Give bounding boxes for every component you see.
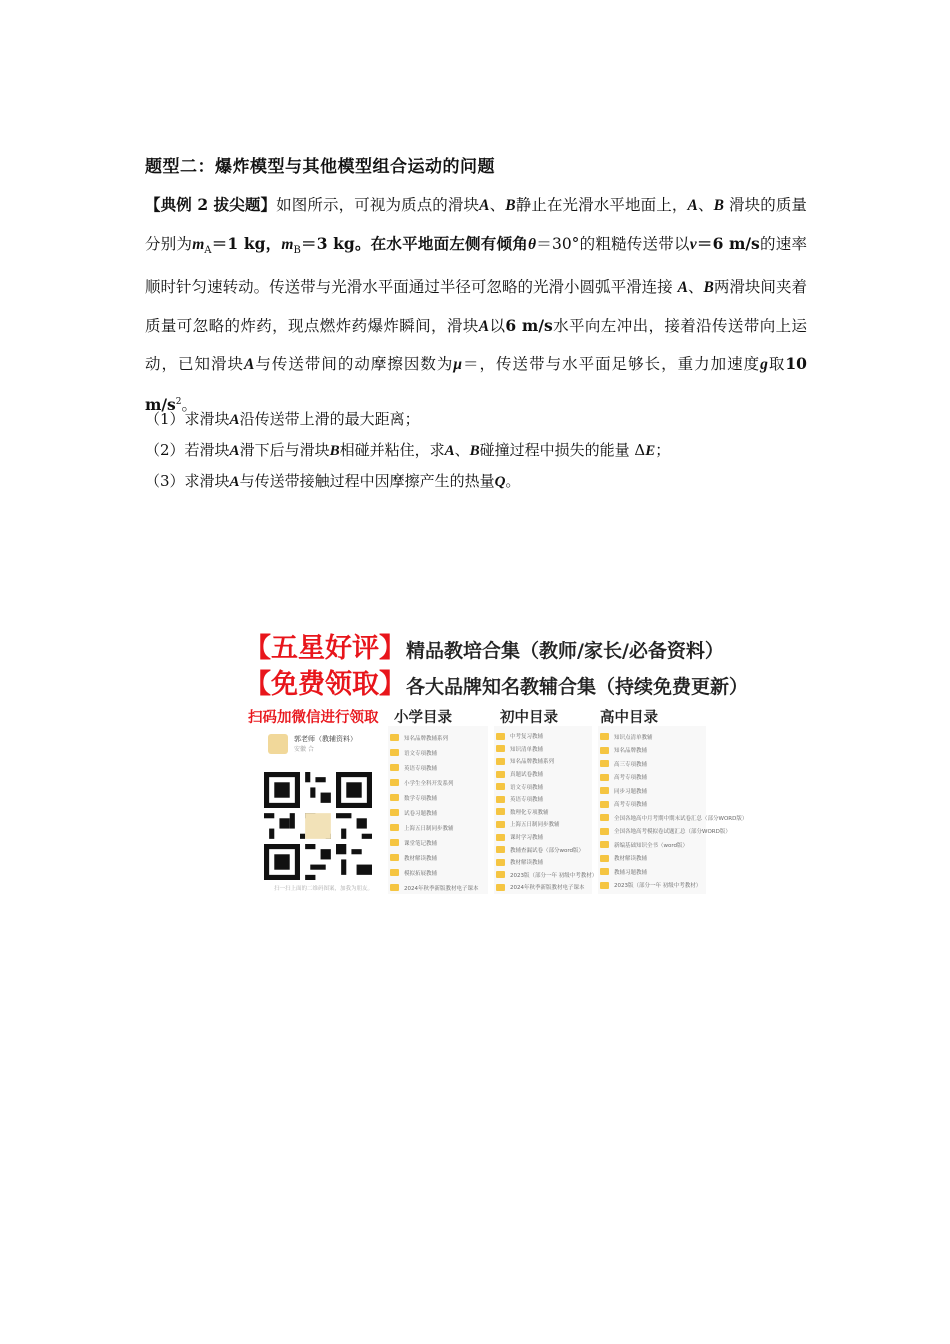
folder-label: 课堂笔记教辅 <box>404 840 438 847</box>
q3-part: （3）求滑块 <box>145 472 230 490</box>
q2-part: 相碰并粘住，求 <box>339 441 445 459</box>
folder-label: 上海五日制同步教辅 <box>404 825 454 832</box>
folder-item[interactable] <box>496 881 597 894</box>
folder-item[interactable] <box>496 818 597 831</box>
folder-label: 课时学习教辅 <box>510 835 544 842</box>
folder-icon <box>600 882 609 889</box>
promo-line-1 <box>244 626 724 665</box>
folder-item[interactable] <box>600 798 747 812</box>
folder-item[interactable] <box>496 793 597 806</box>
folder-label: 中考复习教辅 <box>510 734 544 741</box>
speed-value: ＝6 m/s <box>696 233 760 253</box>
folder-icon <box>496 884 505 891</box>
folder-item[interactable] <box>496 755 597 768</box>
var-mu: μ <box>453 356 463 374</box>
folder-label: 2024年秋季新版教材电子课本 <box>404 885 479 892</box>
var-theta: θ <box>527 235 536 253</box>
folder-icon <box>496 783 505 790</box>
folder-icon <box>390 884 399 891</box>
folder-label: 知名品牌教辅 <box>614 748 648 755</box>
folder-icon <box>600 841 609 848</box>
folder-item[interactable] <box>390 775 479 790</box>
folder-label: 同步习题教辅 <box>614 788 648 795</box>
folder-item[interactable] <box>390 745 479 760</box>
folder-item[interactable] <box>390 880 479 895</box>
var-b: B <box>505 197 516 214</box>
folder-icon <box>600 774 609 781</box>
folder-icon <box>390 809 399 816</box>
folder-item[interactable] <box>600 879 747 893</box>
folder-label: 知识清单教辅 <box>510 746 544 753</box>
folder-label: 高考专项教辅 <box>614 775 648 782</box>
q2-part: ； <box>655 441 671 459</box>
folder-icon <box>600 868 609 875</box>
folder-label: 英语专项教辅 <box>510 797 544 804</box>
folder-icon <box>600 747 609 754</box>
folder-item[interactable] <box>390 865 479 880</box>
folder-icon <box>496 796 505 803</box>
var-m-b: m <box>281 235 294 253</box>
var-b: B <box>469 443 480 459</box>
var-a: A <box>479 197 490 214</box>
folder-label: 教辅习题教辅 <box>614 869 648 876</box>
sub-a: A <box>204 244 212 256</box>
folder-item[interactable] <box>600 784 747 798</box>
q2-part: 碰撞过程中损失的能量 Δ <box>479 441 646 459</box>
avatar <box>268 734 288 754</box>
problem-text-3: 滑块的质量分别为 <box>145 196 807 253</box>
var-m-a: m <box>192 235 205 253</box>
problem-text-2: 静止在光滑水平地面上， <box>515 196 688 214</box>
folder-item[interactable] <box>496 768 597 781</box>
folder-icon <box>390 869 399 876</box>
q1-part: 沿传送带上滑的最大距离； <box>239 410 420 428</box>
teacher-card <box>268 734 357 754</box>
folder-icon <box>496 871 505 878</box>
problem-text-6: 以 <box>489 316 506 335</box>
folder-item[interactable] <box>600 852 747 866</box>
promo-line-1-dark: 精品教培合集（教师/家长/必备资料） <box>406 640 724 662</box>
folder-icon <box>496 733 505 740</box>
high-catalog-heading: 高中目录 <box>600 710 658 726</box>
folder-icon <box>600 828 609 835</box>
folder-label: 小学生全科开发系列 <box>404 780 454 787</box>
promo-line-2-dark: 各大品牌知名教辅合集（持续免费更新） <box>406 676 749 698</box>
folder-label: 2023版（部分一年 初级中考教材） <box>614 883 702 890</box>
folder-label: 知识点清单教辅 <box>614 734 653 741</box>
folder-label: 知名品牌教辅系列 <box>404 735 449 742</box>
folder-item[interactable] <box>600 865 747 879</box>
folder-item[interactable] <box>390 760 479 775</box>
folder-icon <box>390 764 399 771</box>
folder-label: 知名品牌教辅系列 <box>510 759 555 766</box>
var-a: A <box>229 443 240 459</box>
qr-caption: 扫一扫上面的二维码图案，加我为朋友。 <box>274 886 374 892</box>
folder-icon <box>496 745 505 752</box>
folder-item[interactable] <box>390 820 479 835</box>
promo-line-1-red: 【五星好评】 <box>244 633 406 664</box>
folder-label: 数理化专项教辅 <box>510 809 549 816</box>
angle-value: ＝30°的粗糙传送带以 <box>536 234 690 253</box>
folder-icon <box>600 801 609 808</box>
problem-text-4: 的速率顺时针匀速转动。传送带与光滑水平面通过半径可忽略的光滑小圆弧平滑连接 <box>145 234 807 297</box>
var-a: A <box>229 412 240 428</box>
folder-label: 模拟拓展教辅 <box>404 870 438 877</box>
var-a: A <box>687 197 698 214</box>
folder-item[interactable] <box>390 850 479 865</box>
folder-label: 教材解读教辅 <box>404 855 438 862</box>
promo-line-2 <box>244 662 748 701</box>
var-a: A <box>444 443 455 459</box>
folder-label: 2024年秋季新版教材电子课本 <box>510 885 585 892</box>
g-value: 10 m/s <box>145 354 807 414</box>
folder-label: 试卷习题教辅 <box>404 810 438 817</box>
problem-text-10: 取 <box>767 355 786 374</box>
sep: 、 <box>454 441 470 459</box>
var-e: E <box>645 443 656 459</box>
mass-b-value: ＝3 kg。在水平地面左侧有倾角 <box>300 233 528 253</box>
folder-item[interactable] <box>496 806 597 819</box>
folder-icon <box>390 824 399 831</box>
folder-label: 教辅查漏试卷（部分word版） <box>510 847 585 854</box>
q2-part: 滑下后与滑块 <box>239 441 330 459</box>
folder-label: 高考专项教辅 <box>614 802 648 809</box>
folder-item[interactable] <box>496 869 597 882</box>
folder-item[interactable] <box>600 811 747 825</box>
folder-label: 语文专项教辅 <box>404 750 438 757</box>
folder-item[interactable] <box>600 771 747 785</box>
primary-catalog-list <box>390 730 479 895</box>
folder-label: 上海五日制同步教辅 <box>510 822 560 829</box>
promo-banner[interactable] <box>244 626 749 896</box>
folder-item[interactable] <box>496 730 597 743</box>
problem-text-9: ＝，传送带与水平面足够长，重力加速度 <box>462 355 761 374</box>
folder-icon <box>390 749 399 756</box>
sub-b: B <box>293 244 301 256</box>
folder-icon <box>496 758 505 765</box>
folder-icon <box>390 794 399 801</box>
folder-item[interactable] <box>600 757 747 771</box>
problem-label: 【典例 2 拔尖题】 <box>145 195 277 214</box>
folder-item[interactable] <box>496 856 597 869</box>
folder-label: 全国各地高考模拟卷试题汇总（部分WORD版） <box>614 829 731 836</box>
var-b: B <box>713 197 724 214</box>
problem-text-1: 如图所示，可视为质点的滑块 <box>276 196 480 214</box>
promo-line-2-red: 【免费领取】 <box>244 669 406 700</box>
var-a: A <box>229 474 240 490</box>
launch-speed: 6 m/s <box>505 315 553 335</box>
q2-part: （2）若滑块 <box>145 441 230 459</box>
folder-item[interactable] <box>390 835 479 850</box>
folder-label: 新编基础知识全书（word版） <box>614 842 689 849</box>
question-3 <box>145 470 520 491</box>
scan-prompt: 扫码加微信进行领取 <box>248 710 379 726</box>
sep: 、 <box>697 196 714 214</box>
var-b: B <box>329 443 340 459</box>
problem-text-5: 两滑块间夹着质量可忽略的炸药，现点燃炸药爆炸瞬间，滑块 <box>145 278 807 335</box>
folder-item[interactable] <box>496 780 597 793</box>
folder-label: 英语专项教辅 <box>404 765 438 772</box>
folder-label: 教材解读教辅 <box>614 856 648 863</box>
var-a: A <box>244 356 255 374</box>
folder-icon <box>496 834 505 841</box>
folder-item[interactable] <box>600 838 747 852</box>
var-g: g <box>760 356 768 374</box>
folder-item[interactable] <box>496 843 597 856</box>
folder-icon <box>390 734 399 741</box>
folder-label: 语文专项教辅 <box>510 784 544 791</box>
q3-part: 。 <box>505 472 521 490</box>
g-exponent: 2 <box>175 396 182 407</box>
folder-label: 全国各地高中月考期中期末试卷汇总（部分WORD版） <box>614 815 748 822</box>
var-a: A <box>478 317 490 335</box>
folder-item[interactable] <box>496 743 597 756</box>
folder-icon <box>600 760 609 767</box>
question-1 <box>145 408 420 429</box>
folder-icon <box>496 821 505 828</box>
question-2 <box>145 439 670 460</box>
var-v: v <box>689 235 697 253</box>
teacher-location: 安徽 合 <box>294 746 314 753</box>
high-catalog-list <box>600 730 747 892</box>
folder-icon <box>496 771 505 778</box>
mass-a-value: ＝1 kg， <box>211 233 282 253</box>
folder-item[interactable] <box>390 805 479 820</box>
folder-item[interactable] <box>600 825 747 839</box>
var-q: Q <box>494 474 506 490</box>
folder-item[interactable] <box>390 790 479 805</box>
folder-icon <box>390 854 399 861</box>
folder-icon <box>496 808 505 815</box>
middle-catalog-heading: 初中目录 <box>500 710 558 726</box>
folder-icon <box>600 733 609 740</box>
sep: 、 <box>687 278 704 297</box>
problem-text-7: 水平向左冲出，接着沿传送带向上运动，已知滑块 <box>145 316 807 374</box>
folder-label: 2023版（部分一年 初级中考教材） <box>510 872 598 879</box>
q3-part: 与传送带接触过程中因摩擦产生的热量 <box>239 472 495 490</box>
problem-text-8: 与传送带间的动摩擦因数为 <box>254 355 454 374</box>
var-a: A <box>677 279 688 297</box>
folder-item[interactable] <box>496 831 597 844</box>
folder-icon <box>496 859 505 866</box>
folder-icon <box>600 814 609 821</box>
var-b: B <box>703 279 714 297</box>
folder-label: 高三专项教辅 <box>614 761 648 768</box>
folder-icon <box>390 779 399 786</box>
folder-item[interactable] <box>600 730 747 744</box>
teacher-name: 郭老师（教辅资料） <box>294 735 357 743</box>
q1-part: （1）求滑块 <box>145 410 230 428</box>
section-title: 题型二：爆炸模型与其他模型组合运动的问题 <box>145 157 495 177</box>
problem-text <box>145 186 807 424</box>
folder-icon <box>600 787 609 794</box>
primary-catalog-heading: 小学目录 <box>394 710 452 726</box>
folder-item[interactable] <box>600 744 747 758</box>
problem-end: 。 <box>181 395 198 414</box>
sep: 、 <box>489 196 506 214</box>
folder-icon <box>390 839 399 846</box>
qr-code-icon[interactable] <box>264 772 372 880</box>
folder-item[interactable] <box>390 730 479 745</box>
folder-icon <box>496 846 505 853</box>
folder-label: 真题试卷教辅 <box>510 772 544 779</box>
folder-label: 数学专项教辅 <box>404 795 438 802</box>
folder-icon <box>600 855 609 862</box>
folder-label: 教材解读教辅 <box>510 860 544 867</box>
middle-catalog-list <box>496 730 597 894</box>
